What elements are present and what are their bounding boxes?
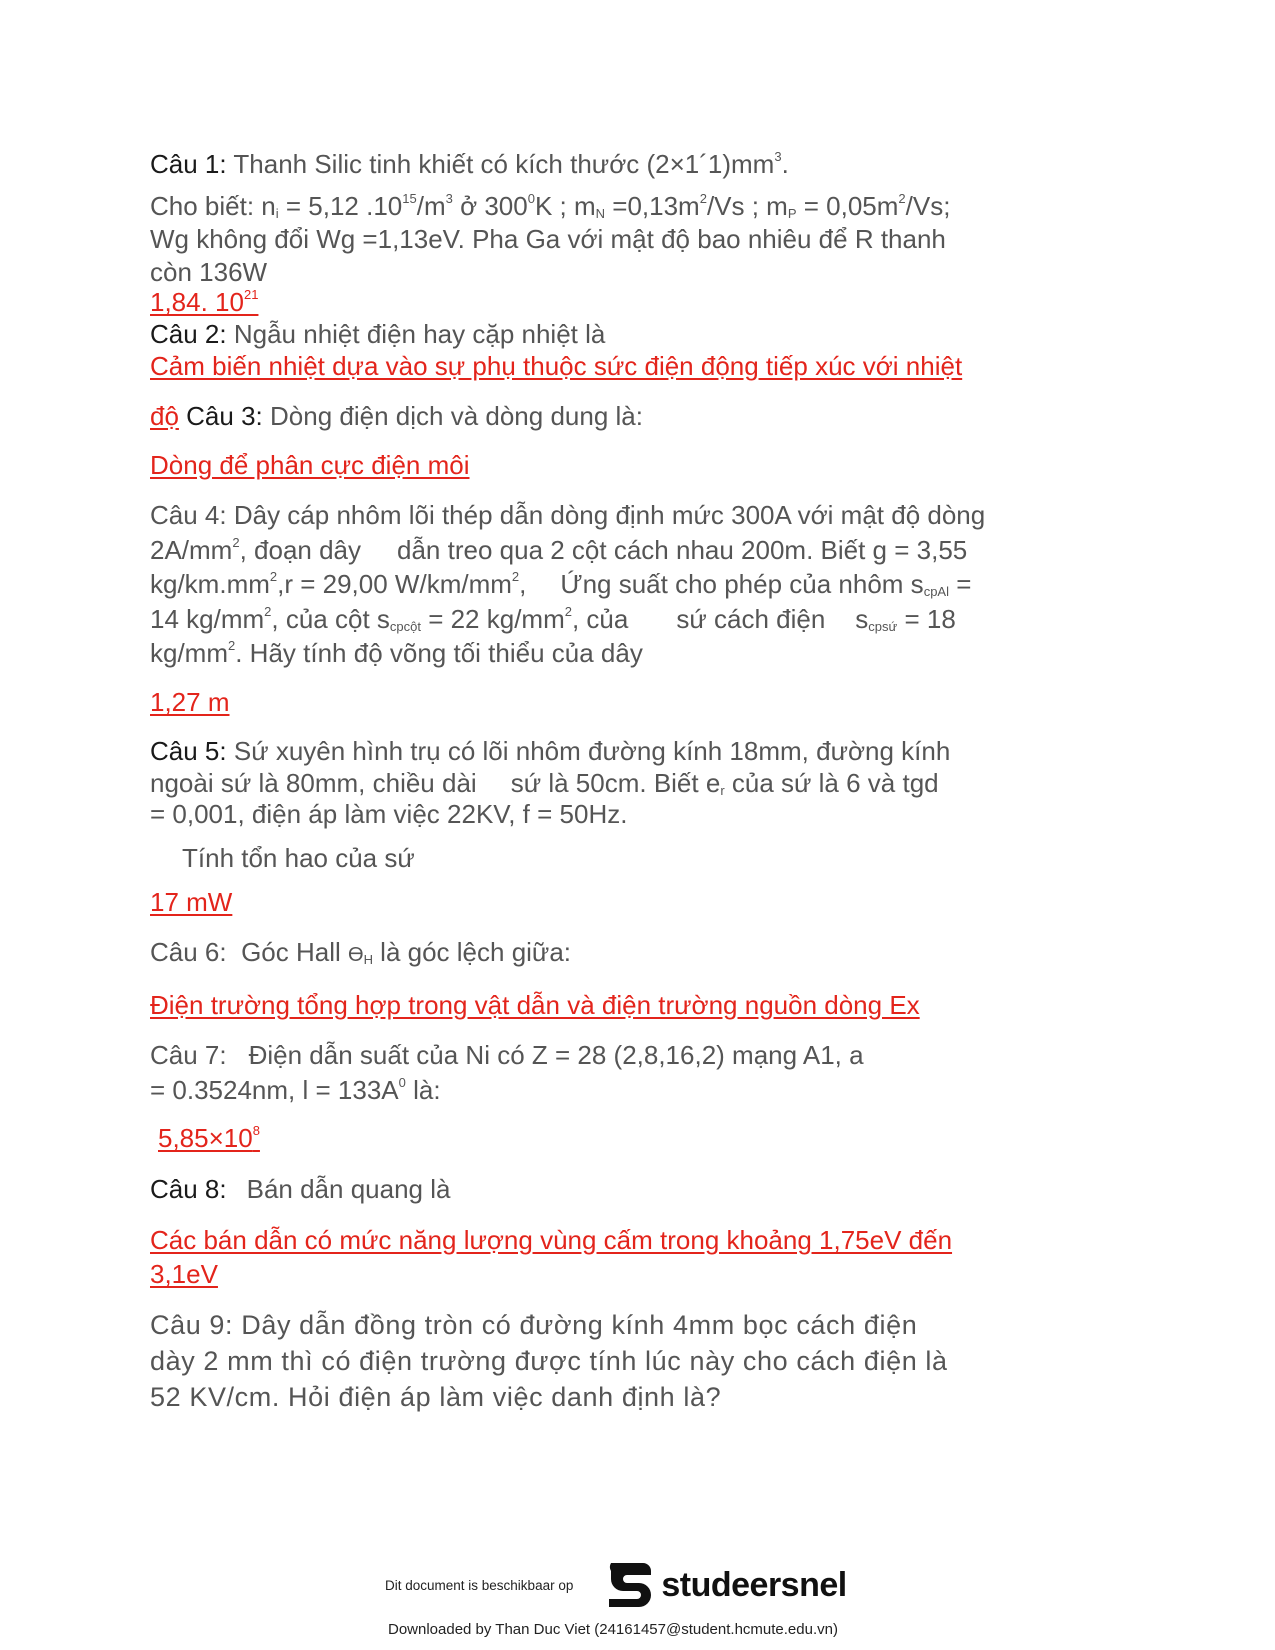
studeersnel-banner[interactable] xyxy=(385,1555,847,1615)
question-7-label: Câu 7: xyxy=(150,1040,227,1070)
question-6-label: Câu 6: xyxy=(150,937,227,967)
question-3-answer: Dòng để phân cực điện môi xyxy=(150,450,470,480)
question-3-text: Dòng điện dịch và dòng dung là: xyxy=(270,401,643,431)
question-4: Câu 4: Dây cáp nhôm lõi thép dẫn dòng định mức 300A với mật độ dòng $2A/mm^2$, đoạn dây dẫn treo qua 2 cột cách nhau 200m. Biết g = 3,55 $kg/km.mm^2,r = 29,00$ $W/km/mm^2$, Ứng suất cho phép của nhôm $s_{cpAl}$ = 14 $kg/mm^2$, của cột $s_{cpcột} = 22$ $kg/mm^2$, của sứ cách điện $s_{cpsứ} = 18$ $kg/mm^2$. Hãy tính độ võng tối thiểu của dây xyxy=(150,500,986,668)
question-2: Câu 2: Ngẫu nhiệt điện hay cặp nhiệt là xyxy=(150,319,606,349)
question-8: Câu 8: Bán dẫn quang là xyxy=(150,1174,451,1204)
question-7-answer: $5,85\times 10^8$ xyxy=(158,1123,260,1153)
question-7: Câu 7: Điện dẫn suất của Ni có Z = 28 (2,8,16,2) mạng A1, a = 0.3524nm, $l = 133A^0$ là: xyxy=(150,1040,864,1105)
available-on-text: Dit document is beschikbaar op xyxy=(385,1577,574,1593)
question-4-label: Câu 4: xyxy=(150,500,227,530)
question-1-line-3: còn 136W xyxy=(150,257,268,287)
question-5: Câu 5: Sứ xuyên hình trụ có lõi nhôm đường kính 18mm, đường kính ngoài sứ là 80mm, chiều dài sứ là 50cm. Biết $e_r$ của sứ là 6 và tgd = 0,001, điện áp làm việc 22KV, f = 50Hz. xyxy=(150,736,951,829)
question-1-text: Thanh Silic tinh khiết có kích thước (2×1´1)mm xyxy=(233,149,775,179)
studeersnel-logo-icon xyxy=(603,1559,653,1611)
question-2-label: Câu 2 xyxy=(150,319,220,349)
question-5-label: Câu 5 xyxy=(150,736,220,766)
question-3-label: Câu 3 xyxy=(186,401,256,431)
question-2-text: Ngẫu nhiệt điện hay cặp nhiệt là xyxy=(233,319,606,349)
question-8-label: Câu 8: xyxy=(150,1174,227,1204)
studeersnel-brand: studeersnel xyxy=(661,1565,847,1604)
downloaded-by-text: Downloaded by Than Duc Viet (24161457@student.hcmute.edu.vn) xyxy=(388,1621,838,1638)
question-5-answer: 17 mW xyxy=(150,887,233,917)
question-9: Câu 9: Dây dẫn đồng tròn có đường kính 4mm bọc cách điện dày 2 mm thì có điện trường được tính lúc này cho cách điện là 52 KV/cm. Hỏi điện áp làm việc danh định là? xyxy=(150,1310,948,1412)
question-6: Câu 6: Góc Hall $ϴ_H$ là góc lệch giữa: xyxy=(150,937,572,967)
hall-angle-symbol: ϴ xyxy=(348,944,364,966)
question-2-answer: Cảm biến nhiệt dựa vào sự phụ thuộc sức điện động tiếp xúc với nhiệt xyxy=(150,351,963,381)
question-1-given: Cho biết: $n_i = 5,12$ $.10^{15}/m^3$ ở $300^0K$ ; $m_N =0,13m^2/Vs$ ; $m_P = 0,05m^2/Vs$; Wg không đổi Wg =1,13eV. Pha Ga với mật độ bao nhiêu để R thanh còn 136W xyxy=(150,190,1140,289)
question-5-prompt: Tính tổn hao của sứ xyxy=(182,843,415,873)
question-6-answer: Điện trường tổng hợp trong vật dẫn và điện trường nguồn dòng Ex xyxy=(150,990,920,1020)
question-2-answer-end: độ xyxy=(150,401,179,431)
question-1-answer: 1,84. $10^{21}$ xyxy=(150,287,259,317)
question-1: Câu 1: Thanh Silic tinh khiết có kích thước $(2\times 1´1)mm^3$. xyxy=(150,149,789,179)
question-1-line-2: Wg không đổi Wg =1,13eV. Pha Ga với mật độ bao nhiêu để R thanh xyxy=(150,224,946,254)
question-4-answer: 1,27 m xyxy=(150,687,230,717)
question-8-answer: Các bán dẫn có mức năng lượng vùng cấm trong khoảng 1,75eV đến 3,1eV xyxy=(150,1225,953,1289)
question-3: độ Câu 3: Dòng điện dịch và dòng dung là: xyxy=(150,401,643,431)
question-1-label: Câu 1 xyxy=(150,149,220,179)
